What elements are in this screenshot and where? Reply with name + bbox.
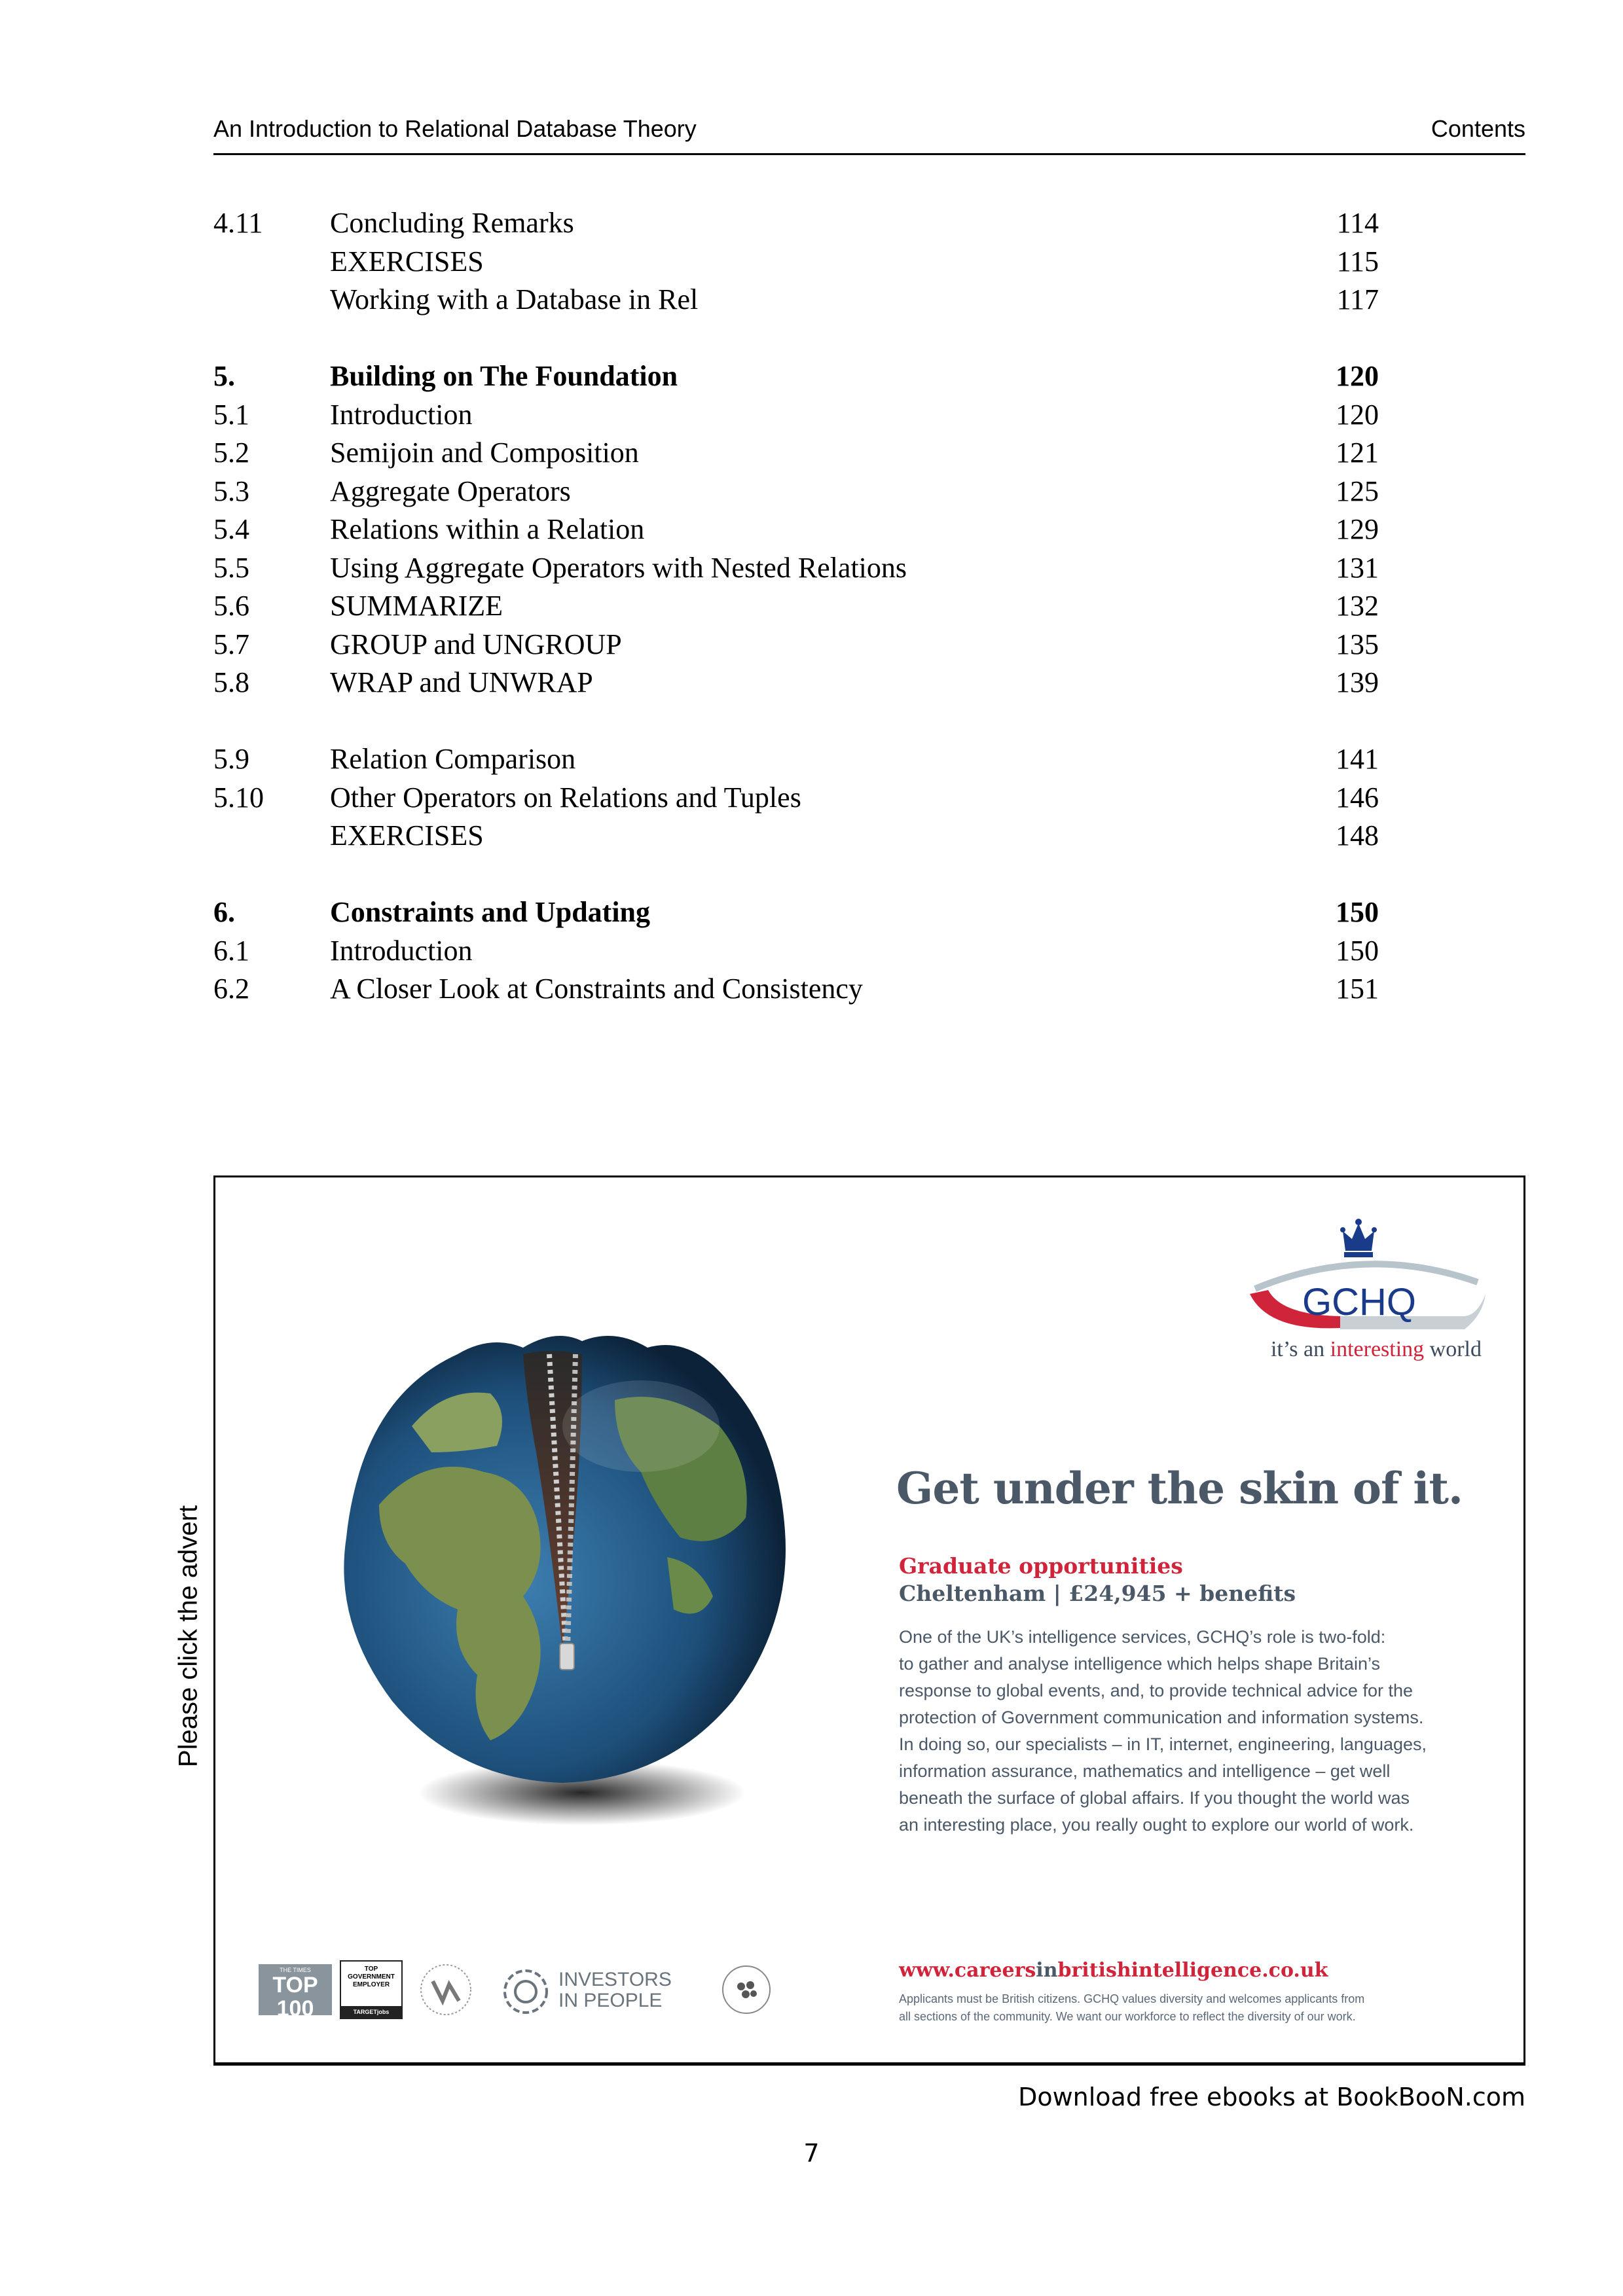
toc-entry-title: Concluding Remarks <box>330 207 574 239</box>
toc-entry[interactable] <box>213 396 1379 435</box>
fine-print-line: all sections of the community. We want our workforce to reflect the diversity of our work. <box>899 2010 1356 2023</box>
gchq-advert[interactable] <box>213 1175 1525 2066</box>
careers-link-part: intelligence.co.uk <box>1131 1959 1328 1982</box>
toc-entry-title: Introduction <box>330 934 473 967</box>
toc-entry-number: 5.2 <box>213 437 249 469</box>
toc-entry-number: 6.1 <box>213 934 249 967</box>
investors-in-people-label: INVESTORS IN PEOPLE <box>558 1969 672 2011</box>
toc-entry-number: 5.4 <box>213 513 249 545</box>
toc-entry-title: Introduction <box>330 398 473 431</box>
toc-entry-title: Aggregate Operators <box>330 475 571 507</box>
toc-entry-title: Constraints and Updating <box>330 896 651 928</box>
toc-entry[interactable] <box>213 740 1379 779</box>
toc-entry-page: 146 <box>1336 781 1379 814</box>
toc-entry[interactable] <box>213 587 1379 626</box>
toc-entry-number: 4.11 <box>213 207 263 239</box>
careers-link[interactable] <box>899 1959 1328 1982</box>
toc-entry[interactable] <box>213 434 1379 473</box>
book-title: An Introduction to Relational Database Theory <box>213 115 697 142</box>
toc-spacer <box>213 855 1379 894</box>
careers-link-part: www.careers <box>899 1959 1036 1982</box>
toc-entry-title: Semijoin and Composition <box>330 437 639 469</box>
careers-link-part: british <box>1057 1959 1131 1982</box>
toc-entry-title: EXERCISES <box>330 819 484 852</box>
top-government-employer-badge: TOP GOVERNMENT EMPLOYER TARGETjobs <box>340 1960 403 2019</box>
toc-entry-page: 120 <box>1336 360 1379 392</box>
toc-entry-page: 114 <box>1336 207 1379 239</box>
graduate-opportunities: Graduate opportunities <box>899 1553 1183 1579</box>
toc-entry-page: 125 <box>1336 475 1379 507</box>
advert-body-line: information assurance, mathematics and intelligence – get well <box>899 1761 1391 1781</box>
toc-chapter-entry[interactable] <box>213 893 1379 932</box>
toc-entry-page: 150 <box>1336 896 1379 928</box>
toc-entry[interactable] <box>213 204 1379 243</box>
advert-body-line: beneath the surface of global affairs. If you thought the world was <box>899 1788 1410 1808</box>
toc-entry-number: 5.3 <box>213 475 249 507</box>
section-name: Contents <box>1431 115 1525 142</box>
toc-entry-page: 148 <box>1336 819 1379 852</box>
toc-entry-page: 151 <box>1336 973 1379 1005</box>
crown-icon <box>1340 1219 1377 1257</box>
advert-fine-print <box>899 1990 1364 2026</box>
toc-entry-number: 5.9 <box>213 743 249 775</box>
toc-entry-title: A Closer Look at Constraints and Consistency <box>330 973 863 1005</box>
times-top100-badge: THE TIMES TOP 100 GRADUATE EMPLOYERS <box>259 1964 332 2015</box>
accreditation-badges <box>259 1960 782 2030</box>
bookboon-download-link[interactable]: Download free ebooks at BookBooN.com <box>1018 2083 1525 2111</box>
toc-entry[interactable] <box>213 243 1379 281</box>
toc-spacer <box>213 702 1379 741</box>
toc-entry[interactable] <box>213 511 1379 549</box>
toc-entry-page: 120 <box>1336 398 1379 431</box>
toc-entry[interactable] <box>213 549 1379 588</box>
toc-entry-number: 5.10 <box>213 781 264 814</box>
toc-entry-page: 141 <box>1336 743 1379 775</box>
toc-entry-title: Relation Comparison <box>330 743 576 775</box>
advert-side-note: Please click the advert <box>173 1505 203 1768</box>
careers-link-part: in <box>1036 1959 1058 1982</box>
advert-body-line: response to global events, and, to provide technical advice for the <box>899 1681 1413 1700</box>
advert-headline: Get under the skin of it. <box>896 1463 1463 1514</box>
toc-entry-number: 5.8 <box>213 666 249 698</box>
toc-entry-page: 115 <box>1336 245 1379 278</box>
toc-entry-number: 5.1 <box>213 398 249 431</box>
toc-entry[interactable] <box>213 932 1379 971</box>
toc-entry[interactable] <box>213 779 1379 817</box>
running-header <box>213 111 1525 155</box>
advert-body-line: One of the UK’s intelligence services, GCHQ’s role is two-fold: <box>899 1627 1386 1647</box>
toc-entry-number: 5.6 <box>213 590 249 622</box>
toc-entry-title: GROUP and UNGROUP <box>330 628 622 660</box>
gchq-logo <box>1242 1217 1491 1341</box>
toc-entry[interactable] <box>213 626 1379 664</box>
disability-positive-icon <box>413 1962 479 2018</box>
toc-entry-title: Relations within a Relation <box>330 513 645 545</box>
toc-entry-page: 150 <box>1336 934 1379 967</box>
toc-entry-title: Using Aggregate Operators with Nested Relations <box>330 551 907 584</box>
toc-entry-page: 129 <box>1336 513 1379 545</box>
gchq-tagline: it’s an interesting world <box>1270 1337 1482 1361</box>
toc-entry[interactable] <box>213 281 1379 319</box>
investors-in-people-icon <box>500 1967 552 2017</box>
toc-chapter-entry[interactable] <box>213 357 1379 396</box>
advert-body-line: In doing so, our specialists – in IT, internet, engineering, languages, <box>899 1734 1427 1754</box>
toc-entry-title: SUMMARIZE <box>330 590 503 622</box>
location-salary: Cheltenham | £24,945 + benefits <box>899 1581 1296 1606</box>
toc-entry[interactable] <box>213 817 1379 855</box>
toc-entry-number: 6.2 <box>213 973 249 1005</box>
toc-entry-number: 5.5 <box>213 551 249 584</box>
toc-entry[interactable] <box>213 664 1379 702</box>
advert-body-line: to gather and analyse intelligence which helps shape Britain’s <box>899 1654 1380 1674</box>
zipped-globe-image <box>274 1256 837 1845</box>
toc-entry-number: 5.7 <box>213 628 249 660</box>
toc-entry-page: 132 <box>1336 590 1379 622</box>
toc-entry-page: 131 <box>1336 551 1379 584</box>
toc-entry-title: Building on The Foundation <box>330 360 678 392</box>
page-number: 7 <box>803 2139 820 2168</box>
gchq-logo-text: GCHQ <box>1302 1281 1416 1323</box>
toc-entry[interactable] <box>213 970 1379 1009</box>
toc-entry-number: 5. <box>213 360 235 392</box>
toc-entry-page: 121 <box>1336 437 1379 469</box>
toc-entry-title: WRAP and UNWRAP <box>330 666 593 698</box>
toc-entry[interactable] <box>213 473 1379 511</box>
toc-spacer <box>213 319 1379 358</box>
advert-body <box>899 1624 1501 1839</box>
accreditation-seal-icon <box>720 1963 773 2017</box>
toc-entry-page: 117 <box>1336 283 1379 315</box>
toc-entry-title: Working with a Database in Rel <box>330 283 699 315</box>
toc-entry-title: Other Operators on Relations and Tuples <box>330 781 801 814</box>
fine-print-line: Applicants must be British citizens. GCHQ values diversity and welcomes applicants from <box>899 1992 1365 2005</box>
toc-entry-number: 6. <box>213 896 235 928</box>
advert-body-line: protection of Government communication and information systems. <box>899 1708 1424 1727</box>
toc-entry-page: 135 <box>1336 628 1379 660</box>
advert-body-line: an interesting place, you really ought to explore our world of work. <box>899 1815 1414 1835</box>
toc-entry-title: EXERCISES <box>330 245 484 278</box>
toc-entry-page: 139 <box>1336 666 1379 698</box>
table-of-contents <box>213 204 1379 1009</box>
